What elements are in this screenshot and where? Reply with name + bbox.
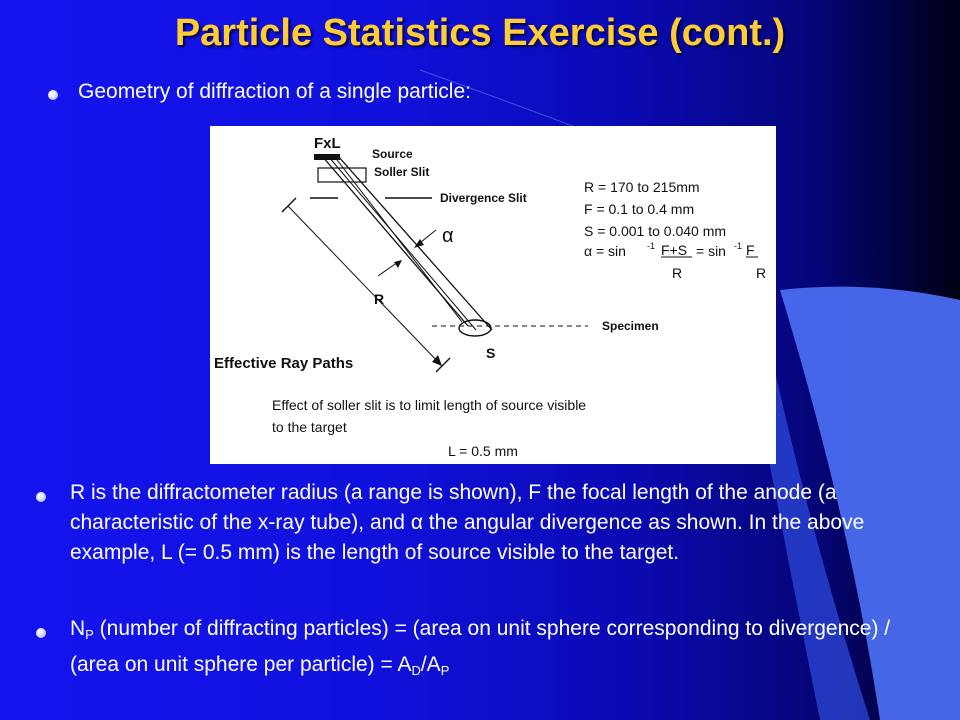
eq-s: S = 0.001 to 0.040 mm — [584, 223, 727, 239]
description-text — [70, 478, 930, 568]
eq-alpha-lhs: α = sin — [584, 243, 626, 259]
alpha-symbol: α — [410, 511, 423, 534]
np-sub-p2: P — [440, 663, 450, 678]
soller-slit-label: Soller Slit — [374, 165, 430, 179]
ray-line-3 — [328, 156, 476, 330]
page-title: Particle Statistics Exercise (cont.) — [174, 12, 786, 54]
s-label: S — [486, 345, 496, 361]
fxl-label: FxL — [314, 135, 341, 152]
np-n: N — [70, 617, 86, 640]
note-line-2: to the target — [272, 419, 347, 435]
np-slash: /A — [420, 653, 441, 676]
eq-sup-2: -1 — [734, 241, 743, 251]
description-part-2: the angular divergence as shown. In the above example, L (= 0.5 mm) is the length of source visible to the target. — [70, 511, 865, 564]
intro-text: Geometry of diffraction of a single particle: — [78, 80, 471, 103]
alpha-label: α — [442, 225, 454, 247]
np-sub-d: D — [411, 663, 421, 678]
diffraction-diagram — [210, 126, 776, 464]
alpha-arrow-line-bottom — [378, 262, 398, 276]
specimen-label: Specimen — [602, 319, 659, 333]
note-line-1: Effect of soller slit is to limit length of source visible — [272, 397, 587, 413]
eq-denominator-1: R — [672, 265, 683, 281]
source-label: Source — [372, 147, 413, 161]
ray-line-2 — [338, 156, 492, 330]
eq-numerator-2: F — [746, 242, 755, 258]
np-sub-p: P — [85, 627, 94, 642]
eq-sup-1: -1 — [647, 241, 656, 251]
eq-numerator-1: F+S — [661, 242, 688, 258]
np-definition-text — [70, 614, 940, 686]
eq-r: R = 170 to 215mm — [584, 179, 700, 195]
bullet-dot-icon — [36, 628, 46, 638]
bullet-dot-icon — [48, 90, 58, 100]
effective-ray-paths-label: Effective Ray Paths — [214, 355, 354, 372]
r-dimension-line — [288, 206, 442, 366]
eq-denominator-2: R — [756, 265, 767, 281]
divergence-slit-label: Divergence Slit — [440, 191, 527, 205]
l-value-label: L = 0.5 mm — [448, 443, 518, 459]
diffraction-geometry-figure — [210, 126, 776, 464]
eq-f: F = 0.1 to 0.4 mm — [584, 201, 695, 217]
bullet-dot-icon — [36, 492, 46, 502]
specimen-ellipse — [459, 320, 491, 336]
description-part-1: R is the diffractometer radius (a range is shown), F the focal length of the anode (a characteristic of the x-ray tube), and — [70, 481, 837, 534]
r-label: R — [374, 291, 385, 307]
eq-equals: = sin — [696, 243, 726, 259]
np-body: (number of diffracting particles) = (area on unit sphere corresponding to divergence) / (area on unit sphere per particle) = A — [70, 617, 891, 676]
r-tick-top — [282, 198, 296, 212]
